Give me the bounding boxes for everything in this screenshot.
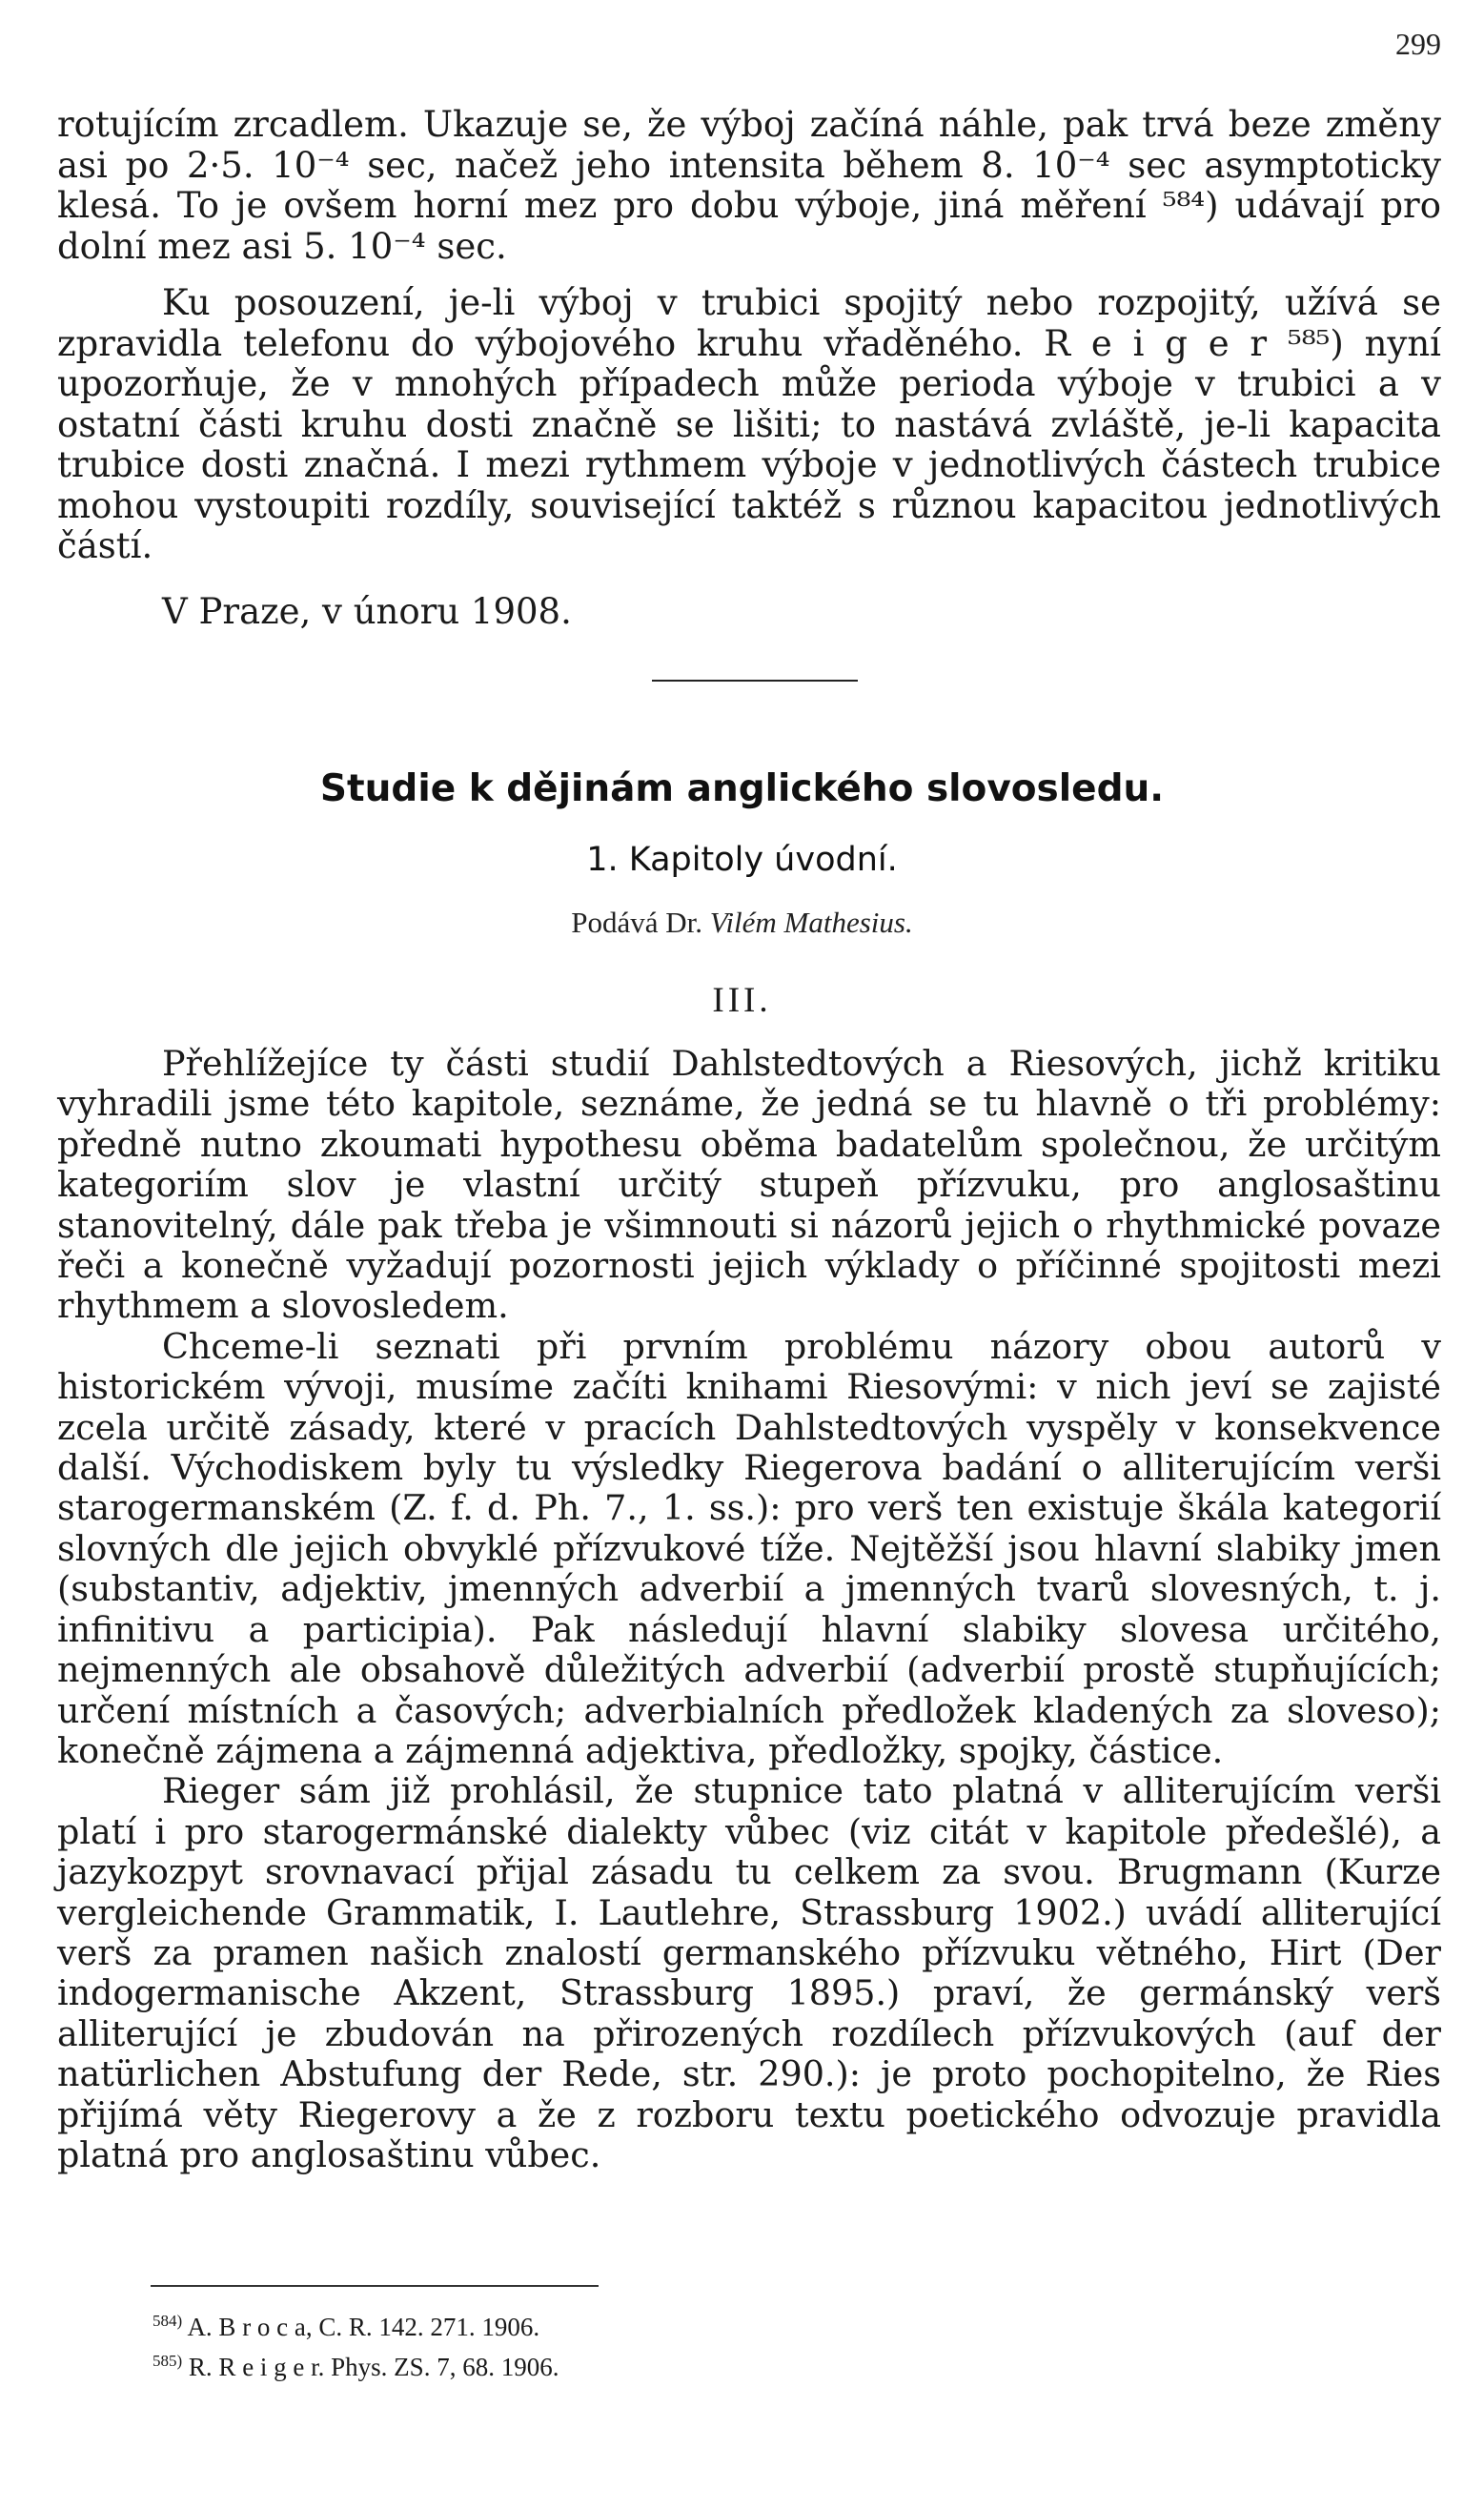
footnote-mark: 584) (152, 2312, 183, 2330)
body-paragraph-1: Přehlížejíce ty části studií Dahlstedtových a Riesových, jichž kritiku vyhradili jsme této kapitole, seznáme, že jedná se tu hlavně o tři problémy: předně nutno zkoumati hypothesu oběma badatelům společnou, že určitým kategoriím slov je vlastní určitý stupeň přízvuku, pro anglosaštinu stanovitelný, dále pak třeba je všimnouti si názorů jejich o rhythmické povaze řeči a konečně vyžadují pozornosti jejich výklady o příčinné spojitosti mezi rhythmem a slovosledem. (57, 1043, 1441, 1327)
continuation-paragraph-2 (57, 283, 1441, 567)
date-line: V Praze, v únoru 1908. (162, 591, 572, 632)
article-title: Studie k dějinám anglického slovosledu. (319, 767, 1165, 810)
footnotes (152, 2304, 1392, 2384)
body-paragraph-2: Chceme-li seznati při prvním problému názory obou autorů v historickém vývoji, musíme začíti knihami Riesovými: v nich jeví se zajisté zcela určitě zásady, které v pracích Dahlstedtových vyspěly v konsekvence další. Východiskem byly tu výsledky Riegerova badání o alliterujícím verši starogermanském (Z. f. d. Ph. 7., 1. ss.): pro verš ten existuje škála kategorií slovných dle jejich obvyklé přízvukové tíže. Nejtěžší jsou hlavní slabiky jmen (substantiv, adjektiv, jmenných adverbií a jmenných tvarů slovesných, t. j. infinitivu a participia). Pak následují hlavní slabiky slovesa určitého, nejmenných ale obsahově důležitých adverbií (adverbií prostě stupňujících; určení místních a časových; adverbialních předložek kladených za sloveso); konečně zájmena a zájmenná adjektiva, předložky, spojky, částice. (57, 1325, 1441, 1771)
part-number: III. (712, 981, 772, 1020)
paragraph-text: rotujícím zrcadlem. Ukazuje se, že výboj začíná náhle, pak trvá beze změny asi po 2·5. 10⁻⁴ sec, načež jeho intensita během 8. 10⁻⁴ sec asymptoticky klesá. To je ovšem horní mez pro dobu výboje, jiná měření ⁵⁸⁴) udávají pro dolní mez asi 5. 10⁻⁴ sec. (57, 104, 1441, 267)
paragraph-text: Ku posouzení, je-li výboj v trubici spojitý nebo rozpojitý, užívá se zpravidla telefonu do výbojového kruhu vřaděného. R e i g e r ⁵⁸⁵) nyní upozorňuje, že v mnohých případech může perioda výboje v trubici a v ostatní části kruhu dosti značně se lišiti; to nastává zvláště, je-li kapacita trubice dosti značná. I mezi rythmem výboje v jednotlivých částech trubice mohou vystoupiti rozdíly, související taktéž s různou kapacitou jednotlivých částí. (57, 282, 1441, 566)
footnote-text: R. R e i g e r. Phys. ZS. 7, 68. 1906. (188, 2353, 559, 2381)
footnote-585 (152, 2344, 1392, 2384)
byline-prefix: Podává Dr. (571, 906, 703, 939)
section-divider (652, 680, 858, 682)
footnote-mark: 585) (152, 2352, 183, 2370)
byline (0, 906, 1484, 940)
chapter-title: 1. Kapitoly úvodní. (586, 841, 898, 879)
footnote-584 (152, 2304, 1392, 2344)
footnote-text: A. B r o c a, C. R. 142. 271. 1906. (187, 2313, 540, 2341)
footnote-divider (151, 2285, 599, 2287)
author-name: Vilém Mathesius. (709, 906, 913, 939)
article-body (57, 1044, 1441, 2175)
page-number: 299 (1395, 27, 1441, 61)
continuation-paragraph-1 (57, 105, 1441, 267)
body-paragraph-3: Rieger sám již prohlásil, že stupnice tato platná v alliterujícím verši platí i pro starogermánské dialekty vůbec (viz citát v kapitole předešlé), a jazykozpyt srovnavací přijal zásadu tu celkem za svou. Brugmann (Kurze vergleichende Grammatik, I. Lautlehre, Strassburg 1902.) uvádí alliterující verš za pramen našich znalostí germanského přízvuku větného, Hirt (Der indogermanische Akzent, Strassburg 1895.) praví, že germánský verš alliterující je zbudován na přirozených rozdílech přízvukových (auf der natürlichen Abstufung der Rede, str. 290.): je proto pochopitelno, že Ries přijímá věty Riegerovy a že z rozboru textu poetického odvozuje pravidla platná pro anglosaštinu vůbec. (57, 1770, 1441, 2175)
